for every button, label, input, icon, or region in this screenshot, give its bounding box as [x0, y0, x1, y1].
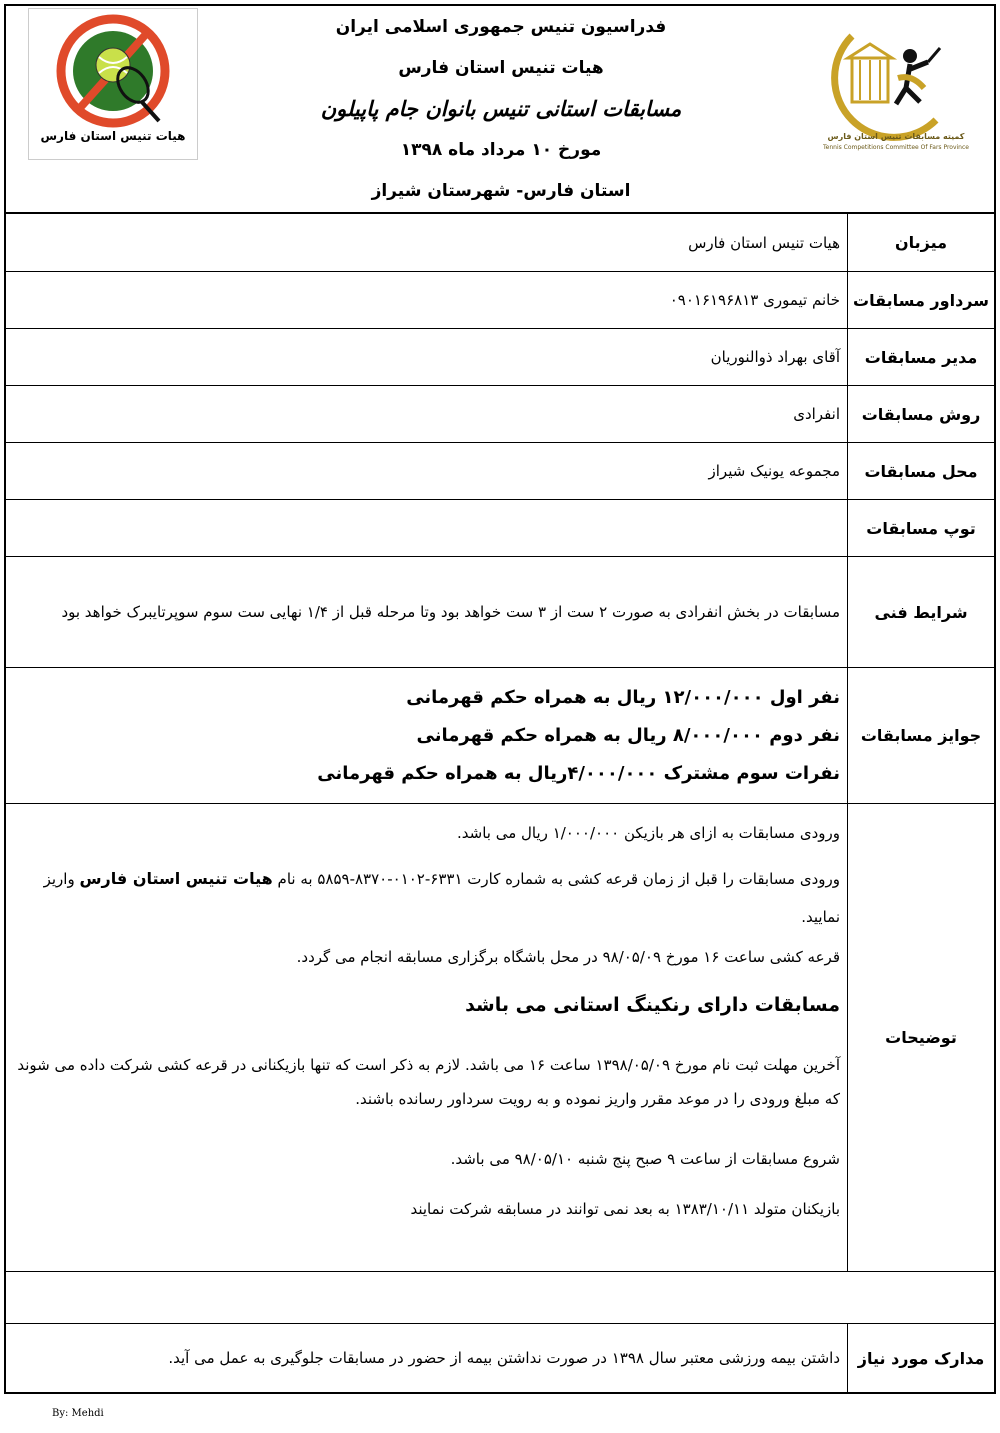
documents-value: داشتن بیمه ورزشی معتبر سال ۱۳۹۸ در صورت نداشتن بیمه از حضور در مسابقات جلوگیری به عمل می آید. [168, 1349, 840, 1367]
left-logo-caption: هیات تنیس استان فارس [40, 129, 186, 143]
right-logo-caption-fa: کمیته مسابقات تنیس استان فارس [827, 132, 965, 141]
technical-value: مسابقات در بخش انفرادی به صورت ۲ ست از ۳ ست خواهد بود وتا مرحله قبل از ۱/۴ نهایی ست سوم سوپرتایبرک خواهد بود [61, 603, 840, 621]
note-entry-fee: ورودی مسابقات به ازای هر بازیکن ۱/۰۰۰/۰۰۰ ریال می باشد. [457, 824, 840, 842]
venue-label: محل مسابقات [847, 443, 994, 499]
row-empty [6, 1272, 994, 1324]
note-payment-account-name: هیات تنیس استان فارس [79, 869, 273, 888]
board-title: هیات تنیس استان فارس [398, 57, 604, 78]
host-value: هیات تنیس استان فارس [688, 233, 840, 252]
host-label: میزبان [847, 214, 994, 271]
venue-value: مجموعه یونیک شیراز [708, 462, 840, 480]
note-draw: قرعه کشی ساعت ۱۶ مورخ ۹۸/۰۵/۰۹ در محل باشگاه برگزاری مسابقه انجام می گردد. [296, 948, 840, 966]
note-payment [16, 860, 840, 936]
row-ball [6, 500, 994, 557]
director-label: مدیر مسابقات [847, 329, 994, 385]
referee-label: سرداور مسابقات [847, 272, 994, 328]
row-host [6, 214, 994, 272]
row-method [6, 386, 994, 443]
row-documents [6, 1324, 994, 1392]
document-frame [4, 4, 996, 1394]
tournament-location: استان فارس- شهرستان شیراز [371, 180, 631, 201]
row-notes [6, 804, 994, 1272]
competition-committee-logo [812, 8, 980, 158]
author-credit: By: Mehdi [52, 1408, 104, 1419]
note-deadline: آخرین مهلت ثبت نام مورخ ۱۳۹۸/۰۵/۰۹ ساعت ۱۶ می باشد. لازم به ذکر است که تنها بازیکنانی در قرعه کشی شرکت داده می شوند که مبلغ ورودی را در موعد مقرر واریز نموده و به رویت سرداور رسانده باشند. [17, 1056, 840, 1108]
documents-label: مدارک مورد نیاز [847, 1324, 994, 1392]
prize-first: نفر اول ۱۲/۰۰۰/۰۰۰ ریال به همراه حکم قهرمانی [406, 686, 840, 708]
federation-title: فدراسیون تنیس جمهوری اسلامی ایران [335, 16, 667, 37]
row-director [6, 329, 994, 386]
ball-value [16, 500, 840, 556]
notes-value [16, 804, 840, 1271]
technical-label: شرایط فنی [847, 557, 994, 667]
note-age-limit: بازیکنان متولد ۱۳۸۳/۱۰/۱۱ به بعد نمی توانند در مسابقه شرکت نمایند [410, 1200, 840, 1218]
row-venue [6, 443, 994, 500]
row-prizes [6, 668, 994, 804]
note-start: شروع مسابقات از ساعت ۹ صبح پنج شنبه ۹۸/۰۵/۱۰ می باشد. [450, 1150, 840, 1168]
notes-label: توضیحات [847, 804, 994, 1271]
method-label: روش مسابقات [847, 386, 994, 442]
prizes-label: جوایز مسابقات [847, 668, 994, 803]
fars-tennis-board-logo [28, 8, 198, 160]
tournament-title: مسابقات استانی تنیس بانوان جام پاپیلون [320, 96, 682, 121]
referee-value: خانم تیموری ۰۹۰۱۶۱۹۶۸۱۳ [669, 291, 840, 309]
header-title-block [206, 6, 796, 211]
note-payment-end: واریز نمایید. [43, 870, 840, 926]
row-referee [6, 272, 994, 329]
right-logo-caption-en: Tennis Competitions Committee Of Fars Province [823, 144, 969, 151]
document-header [6, 6, 994, 214]
note-ranking: مسابقات دارای رنکینگ استانی می باشد [465, 994, 840, 1016]
note-payment-text: ورودی مسابقات را قبل از زمان قرعه کشی به شماره کارت ۶۳۳۱-۰۱۰۲-۸۳۷۰-۵۸۵۹ به نام [272, 870, 840, 888]
ball-label: توپ مسابقات [847, 500, 994, 556]
tournament-date: مورخ ۱۰ مرداد ماه ۱۳۹۸ [400, 139, 602, 160]
method-value: انفرادی [793, 405, 840, 423]
prizes-value [16, 668, 840, 803]
prize-third: نفرات سوم مشترک ۴/۰۰۰/۰۰۰ریال به همراه حکم قهرمانی [317, 762, 840, 784]
row-technical [6, 557, 994, 668]
prize-second: نفر دوم ۸/۰۰۰/۰۰۰ ریال به همراه حکم قهرمانی [416, 724, 840, 746]
director-value: آقای بهراد ذوالنوریان [710, 348, 840, 366]
